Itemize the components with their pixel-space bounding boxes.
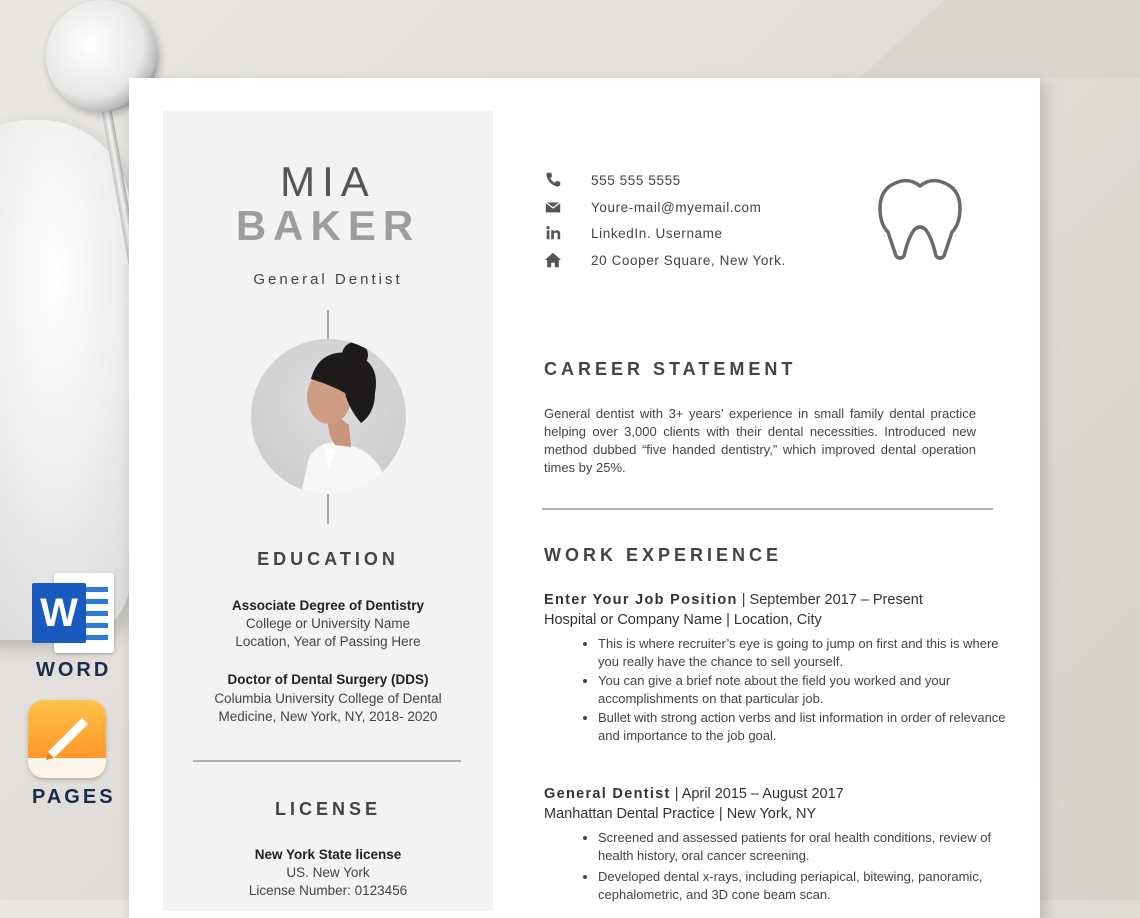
photo-line-top: [327, 310, 329, 340]
job-2-bullets: [570, 829, 1008, 905]
word-label: WORD: [36, 659, 112, 681]
home-icon: [543, 251, 563, 269]
phone-icon: [543, 171, 563, 189]
contact-email: Youre-mail@myemail.com: [591, 199, 762, 215]
job-2-header: [544, 786, 844, 802]
job-1-position: Enter Your Job Position: [544, 592, 738, 608]
license-number: License Number: 0123456: [248, 883, 408, 898]
first-name: MIA: [280, 158, 376, 205]
photo-line-bottom: [327, 494, 329, 524]
word-letter: W: [32, 583, 86, 643]
sidebar-divider: [193, 760, 461, 762]
list-item: • Screened and assessed patients for oral health conditions, review of health history, oral cancer screening.: [598, 829, 1008, 865]
word-icon: [32, 573, 114, 653]
career-text: General dentist with 3+ years’ experience in small family dental practice helping over 3,000 clients with their dental necessities. Introduced new method dubbed “five handed dentistry,” which improved dental operation times by 25%.: [544, 406, 976, 475]
tooth-icon: [872, 176, 968, 262]
work-heading: WORK EXPERIENCE: [544, 545, 783, 565]
job-2-position: General Dentist: [544, 786, 671, 802]
career-heading: CAREER STATEMENT: [544, 359, 797, 379]
education-line2-1: Location, Year of Passing Here: [235, 634, 421, 649]
list-item: • Bullet with strong action verbs and list information in order of relevance and importance to the job goal.: [598, 709, 1008, 745]
license-heading: LICENSE: [274, 799, 381, 819]
education-line1-2: Columbia University College of Dental: [214, 691, 442, 706]
license-name: New York State license: [254, 847, 402, 862]
education-degree-1: Associate Degree of Dentistry: [231, 598, 425, 613]
job-2-company: Manhattan Dental Practice | New York, NY: [544, 806, 817, 822]
contact-phone-row: [543, 170, 681, 190]
pages-label: PAGES: [32, 786, 116, 808]
list-item: • Developed dental x-rays, including periapical, bitewing, panoramic, cephalometric, and 3D cone beam scan.: [598, 868, 1008, 904]
job-title: General Dentist: [253, 271, 403, 288]
list-item: • This is where recruiter’s eye is going to jump on first and this is where you really have the chance to sell yourself.: [598, 635, 1008, 671]
contact-linkedin: LinkedIn. Username: [591, 225, 723, 241]
job-2-dates: | April 2015 – August 2017: [670, 786, 844, 802]
education-line1-1: College or University Name: [245, 616, 411, 631]
education-heading: EDUCATION: [257, 549, 399, 569]
pages-icon: [28, 700, 106, 778]
job-1-dates: | September 2017 – Present: [737, 592, 923, 608]
profile-photo: [251, 339, 406, 494]
contact-address-row: [543, 250, 786, 270]
job-1-header: [544, 592, 923, 608]
main-divider: [542, 508, 993, 510]
list-item: • You can give a brief note about the field you worked and your accomplishments on that particular job.: [598, 672, 1008, 708]
contact-address: 20 Cooper Square, New York.: [591, 252, 786, 268]
education-degree-2: Doctor of Dental Surgery (DDS): [227, 672, 429, 687]
envelope-icon: [543, 198, 563, 216]
job-1-bullets: [570, 635, 1008, 746]
contact-email-row: [543, 197, 762, 217]
contact-phone: 555 555 5555: [591, 172, 681, 188]
license-location: US. New York: [286, 865, 370, 880]
tooth-model-image: [0, 120, 130, 640]
background-wedge: [860, 0, 1140, 78]
contact-linkedin-row: [543, 223, 723, 243]
job-1-company: Hospital or Company Name | Location, City: [544, 612, 822, 628]
linkedin-icon: [543, 224, 563, 242]
education-line2-2: Medicine, New York, NY, 2018- 2020: [218, 709, 438, 724]
last-name: BAKER: [235, 202, 421, 249]
